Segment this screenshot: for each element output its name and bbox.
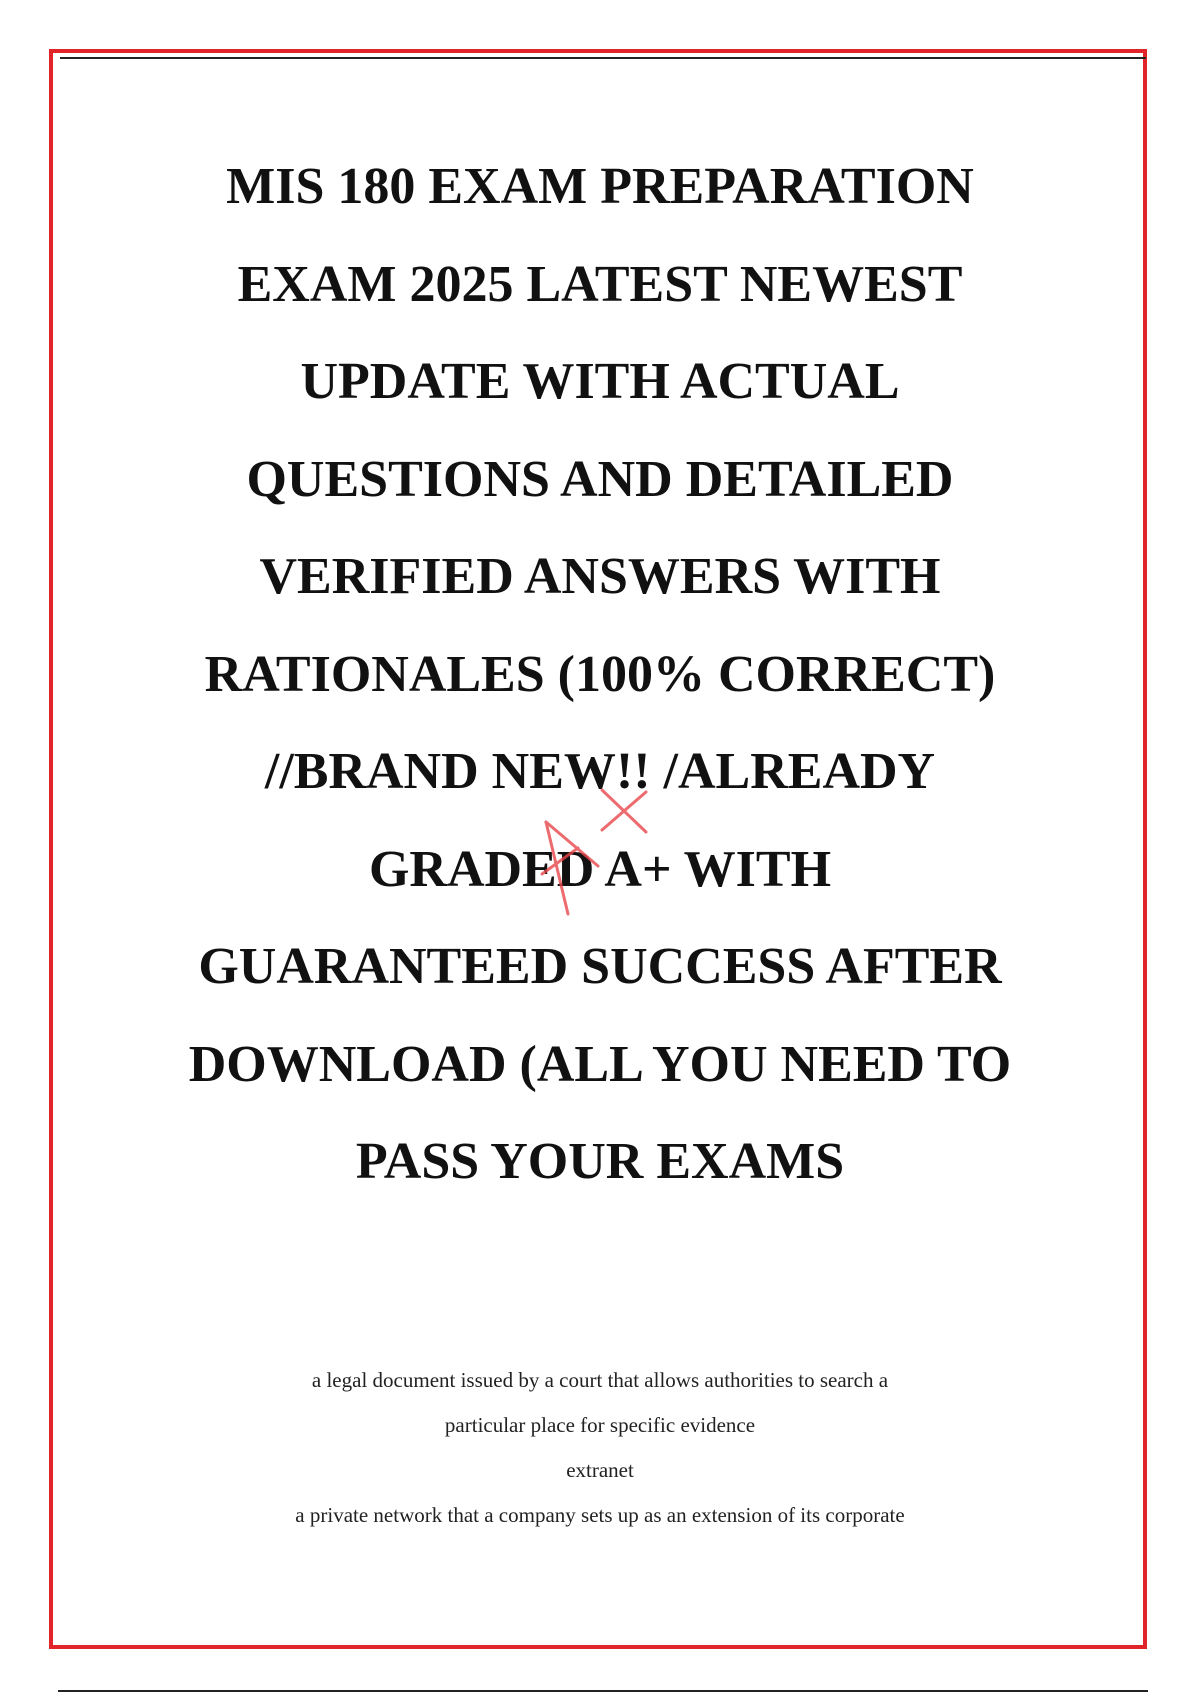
title-line-8: GRADED A+ WITH — [368, 840, 832, 898]
title-line-6: RATIONALES (100% CORRECT) — [204, 645, 996, 703]
body-line-2: particular place for specific evidence — [444, 1413, 756, 1437]
title-line-10: DOWNLOAD (ALL YOU NEED TO — [188, 1035, 1012, 1093]
body-line-4: a private network that a company sets up as an extension of its corporate — [295, 1503, 905, 1527]
top-rule-divider — [60, 57, 1146, 59]
document-body-text — [60, 1358, 1140, 1538]
title-line-9: GUARANTEED SUCCESS AFTER — [198, 938, 1002, 995]
title-line-2: EXAM 2025 LATEST NEWEST — [237, 255, 963, 313]
body-line-3: extranet — [566, 1458, 634, 1482]
document-title — [60, 138, 1140, 1211]
title-line-7: //BRAND NEW!! /ALREADY — [264, 743, 936, 800]
title-line-3: UPDATE WITH ACTUAL — [300, 353, 900, 410]
title-line-11: PASS YOUR EXAMS — [355, 1133, 845, 1190]
title-line-4: QUESTIONS AND DETAILED — [246, 450, 954, 508]
body-line-1: a legal document issued by a court that allows authorities to search a — [311, 1368, 889, 1392]
title-line-1: MIS 180 EXAM PREPARATION — [226, 158, 974, 215]
title-line-5: VERIFIED ANSWERS WITH — [259, 548, 941, 605]
bottom-rule-divider — [58, 1690, 1148, 1692]
